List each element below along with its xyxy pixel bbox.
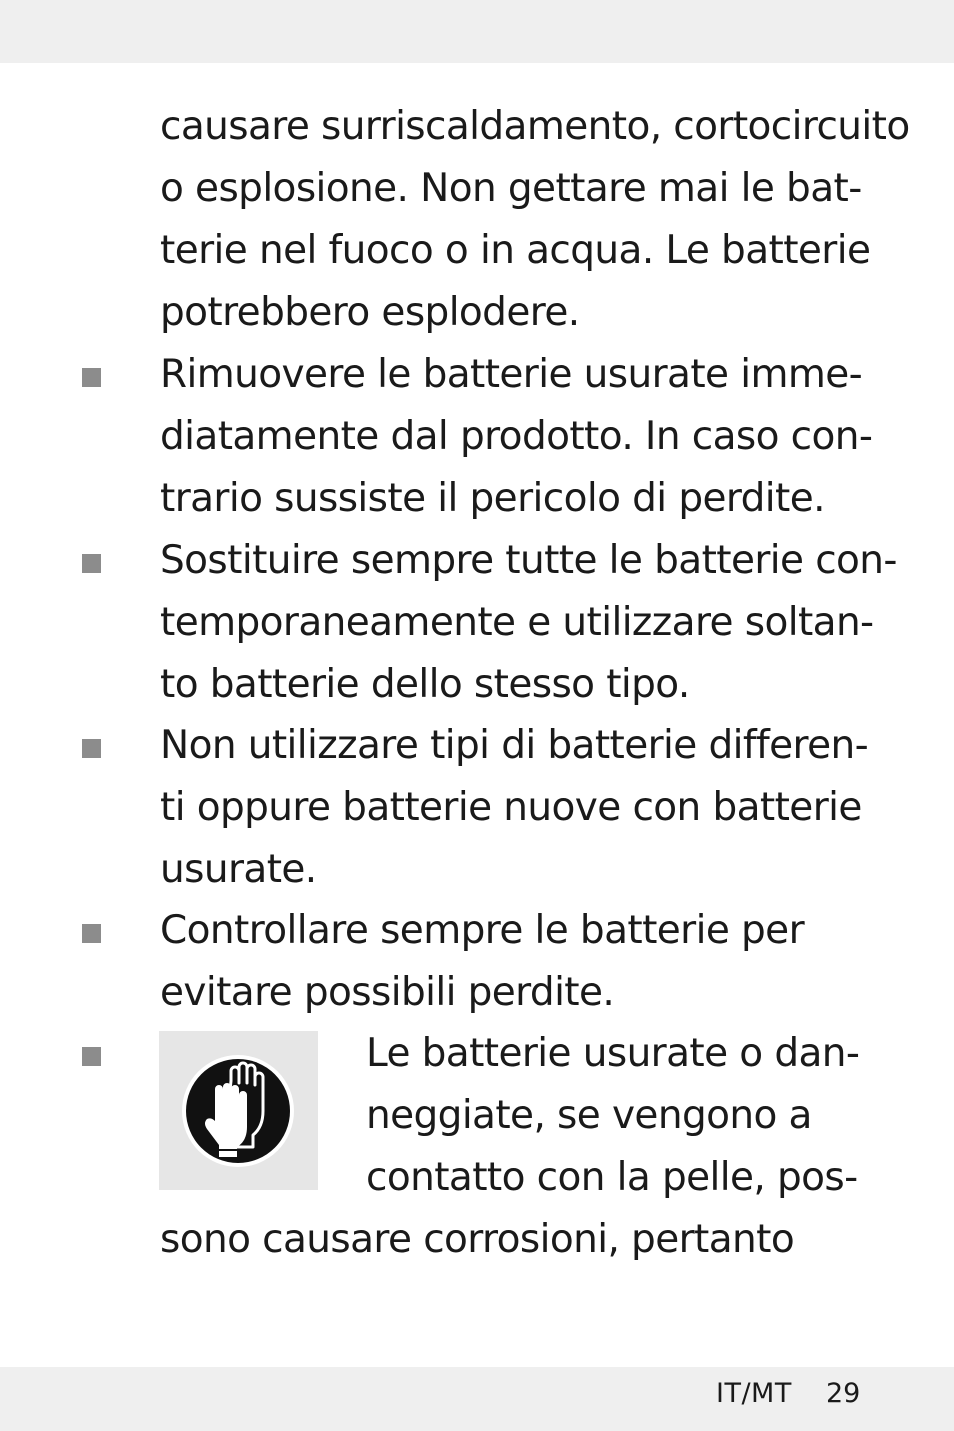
text-line: Le batterie usurate o dan- bbox=[366, 1031, 860, 1076]
text-line: usurate. bbox=[160, 847, 317, 892]
page-header-band bbox=[0, 0, 954, 63]
text-line: diatamente dal prodotto. In caso con- bbox=[160, 414, 873, 459]
text-line: to batterie dello stesso tipo. bbox=[160, 662, 690, 707]
text-line: Non utilizzare tipi di batterie differen- bbox=[160, 723, 869, 768]
text-line: ti oppure batterie nuove con batterie bbox=[160, 785, 862, 830]
square-bullet-icon bbox=[82, 739, 101, 758]
text-line: Rimuovere le batterie usurate imme- bbox=[160, 352, 863, 397]
text-line: neggiate, se vengono a bbox=[366, 1093, 812, 1138]
page-number: 29 bbox=[826, 1378, 861, 1409]
text-line: potrebbero esplodere. bbox=[160, 290, 580, 335]
square-bullet-icon bbox=[82, 924, 101, 943]
text-line: contatto con la pelle, pos- bbox=[366, 1155, 858, 1200]
text-line: o esplosione. Non gettare mai le bat- bbox=[160, 166, 862, 211]
text-line: Sostituire sempre tutte le batterie con- bbox=[160, 538, 897, 583]
square-bullet-icon bbox=[82, 554, 101, 573]
square-bullet-icon bbox=[82, 368, 101, 387]
text-line: Controllare sempre le batterie per bbox=[160, 908, 805, 953]
protective-gloves-icon bbox=[159, 1031, 318, 1190]
text-line: temporaneamente e utilizzare soltan- bbox=[160, 600, 874, 645]
page-footer-band bbox=[0, 1367, 954, 1431]
text-line: trario sussiste il pericolo di perdite. bbox=[160, 476, 825, 521]
text-line: terie nel fuoco o in acqua. Le batterie bbox=[160, 228, 871, 273]
text-line: sono causare corrosioni, pertanto bbox=[160, 1217, 795, 1262]
square-bullet-icon bbox=[82, 1047, 101, 1066]
text-line: evitare possibili perdite. bbox=[160, 970, 615, 1015]
text-line: causare surriscaldamento, cortocircuito bbox=[160, 104, 910, 149]
footer-language-code: IT/MT bbox=[716, 1378, 792, 1409]
